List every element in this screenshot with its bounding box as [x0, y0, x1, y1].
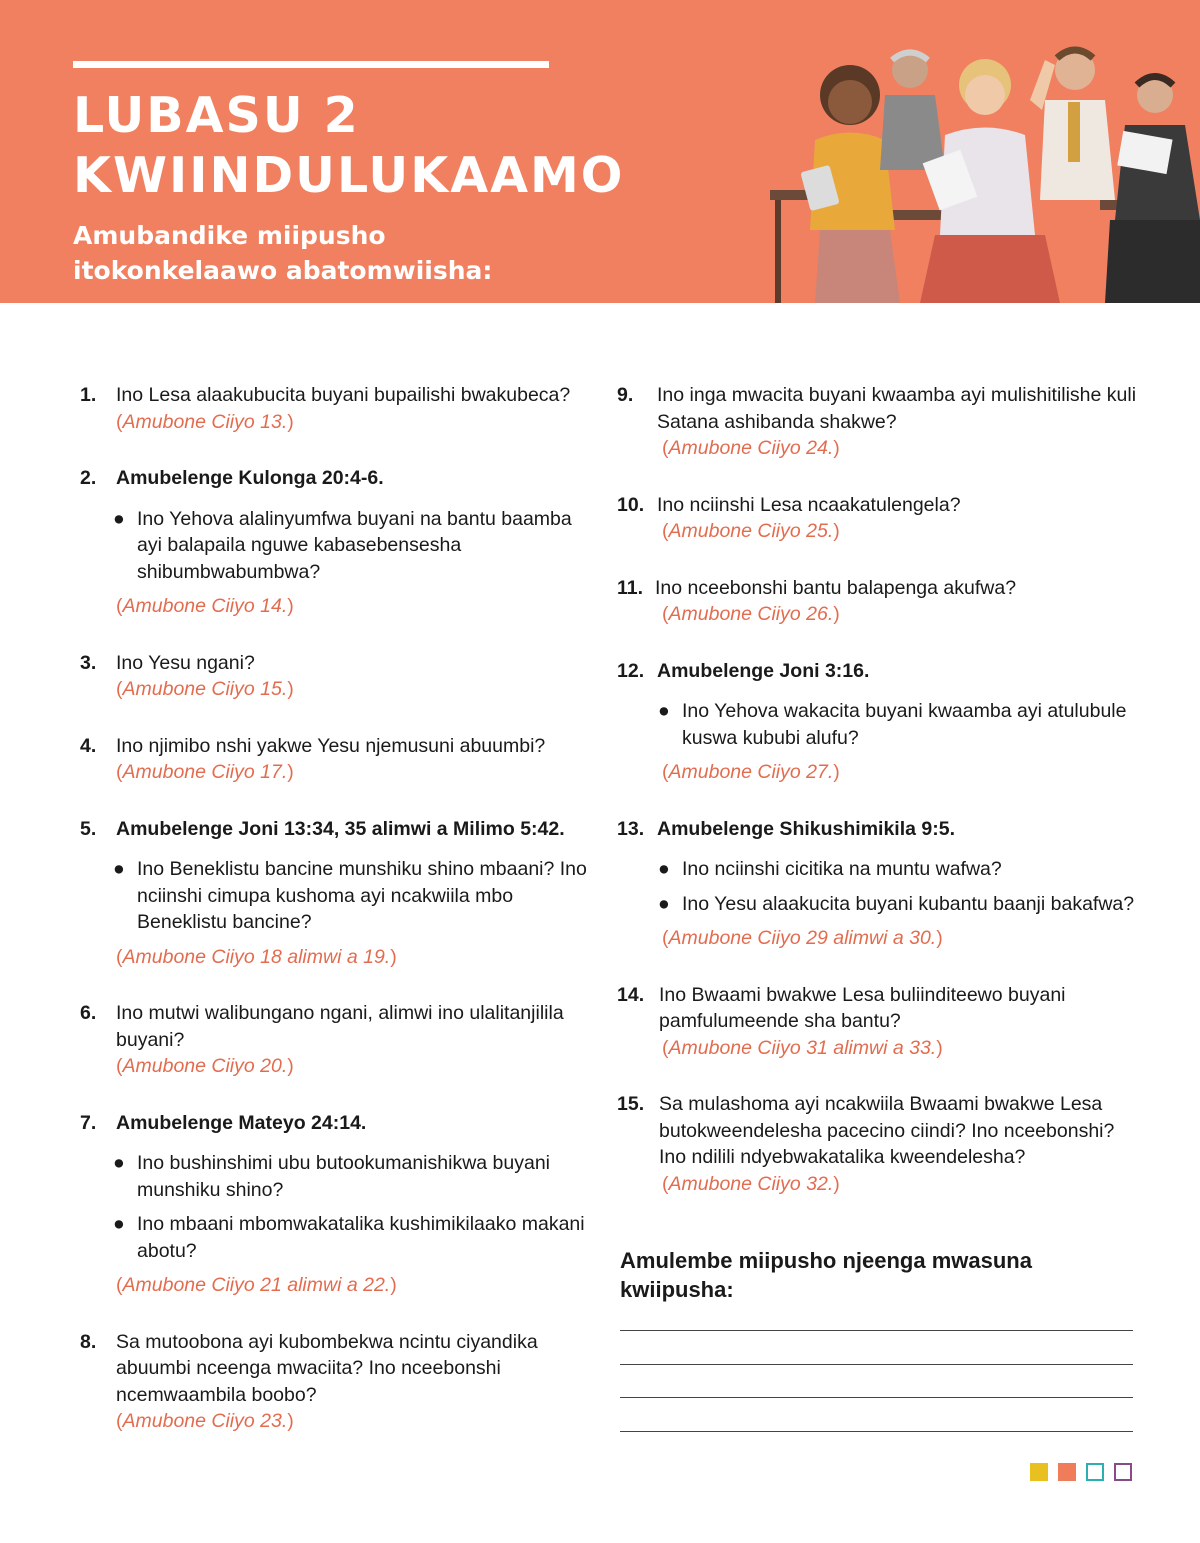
question-reference: (Amubone Ciiyo 24.): [662, 437, 840, 459]
question-11: [617, 575, 1137, 628]
question-bullet: [113, 856, 590, 936]
bullet-dot: ●: [113, 1152, 125, 1174]
question-text: Ino inga mwacita buyani kwaamba ayi mulishitilishe kuli Satana ashibanda shakwe?: [657, 384, 1137, 433]
question-reference: (Amubone Ciiyo 26.): [662, 603, 840, 625]
question-9: [617, 382, 1137, 462]
question-4: [80, 733, 590, 786]
reference-text: Amubone Ciiyo 20.: [122, 1055, 288, 1077]
question-1: [80, 382, 590, 435]
question-2: [80, 465, 590, 620]
question-bullet: [658, 856, 1137, 883]
question-text: Ino Lesa alaakubucita buyani bupailishi bwakubeca?: [116, 384, 571, 406]
question-number: 10.: [617, 493, 645, 516]
bullet-text: Ino Yehova wakacita buyani kwaamba ayi atulubule kuswa kububi alufu?: [682, 700, 1127, 749]
question-15: [617, 1091, 1137, 1197]
question-5: [80, 816, 590, 971]
bullet-text: Ino Beneklistu bancine munshiku shino mbaani? Ino nciinshi cimupa kushoma ayi ncakwiila mbo Beneklistu bancine?: [137, 858, 587, 933]
footer-square-purple-outline: [1114, 1463, 1132, 1481]
question-reference: (Amubone Ciiyo 29 alimwi a 30.): [662, 927, 943, 949]
bullet-text: Ino Yesu alaakucita buyani kubantu baanji bakafwa?: [682, 892, 1135, 915]
question-number: 7.: [80, 1111, 97, 1134]
bullet-text: Ino Yehova alalinyumfwa buyani na bantu baamba ayi balapaila nguwe kabasebensesha shibumbwabumbwa?: [137, 507, 572, 583]
writing-line-3[interactable]: [620, 1397, 1133, 1398]
bullet-text: Ino bushinshimi ubu butookumanishikwa buyani munshiku shino?: [137, 1152, 551, 1201]
bullet-dot: ●: [113, 858, 125, 880]
question-number: 12.: [617, 659, 645, 682]
reference-text: Amubone Ciiyo 26.: [668, 603, 834, 625]
question-reference: (Amubone Ciiyo 14.): [116, 595, 294, 617]
question-text: Sa mulashoma ayi ncakwiila Bwaami bwakwe Lesa butokweendelesha pacecino ciindi? Ino nceebonshi? Ino ndilili ndyebwakatalika kweendelesha?: [659, 1093, 1115, 1168]
reference-text: Amubone Ciiyo 15.: [122, 678, 288, 700]
question-text: Amubelenge Mateyo 24:14.: [116, 1111, 367, 1134]
reference-text: Amubone Ciiyo 18 alimwi a 19.: [122, 945, 391, 968]
question-reference: (Amubone Ciiyo 17.): [116, 761, 294, 783]
bullet-dot: ●: [658, 858, 670, 880]
header-band: [0, 0, 1200, 303]
own-questions-heading: Amulembe miipusho njeenga mwasuna kwiipusha:: [620, 1248, 1032, 1302]
reference-text: Amubone Ciiyo 29 alimwi a 30.: [668, 927, 937, 949]
reference-text: Amubone Ciiyo 27.: [668, 761, 834, 783]
question-bullet: [113, 1150, 590, 1203]
question-number: 2.: [80, 467, 97, 489]
bullet-dot: ●: [658, 892, 670, 915]
question-7: [80, 1110, 590, 1299]
question-6: [80, 1000, 590, 1080]
question-8: [80, 1329, 590, 1435]
question-text: Amubelenge Joni 13:34, 35 alimwi a Milimo 5:42.: [116, 817, 565, 840]
question-reference: (Amubone Ciiyo 15.): [116, 678, 294, 700]
reference-text: Amubone Ciiyo 25.: [668, 520, 834, 542]
bullet-dot: ●: [658, 700, 670, 722]
reference-text: Amubone Ciiyo 32.: [668, 1172, 834, 1195]
questions-right-column: [617, 382, 1137, 1197]
question-bullet: [113, 1211, 590, 1264]
question-number: 14.: [617, 983, 645, 1006]
title-line-1: LUBASU 2: [73, 87, 360, 144]
question-reference: (Amubone Ciiyo 25.): [662, 520, 840, 542]
footer-square-teal-outline: [1086, 1463, 1104, 1481]
question-text: Ino Yesu ngani?: [116, 651, 255, 674]
writing-line-1[interactable]: [620, 1330, 1133, 1331]
question-10: [617, 492, 1137, 545]
question-reference: (Amubone Ciiyo 27.): [662, 761, 840, 783]
footer-square-yellow: [1030, 1463, 1048, 1481]
question-text: Ino nceebonshi bantu balapenga akufwa?: [655, 576, 1017, 599]
question-14: [617, 982, 1137, 1062]
question-3: [80, 650, 590, 703]
question-reference: (Amubone Ciiyo 32.): [662, 1172, 840, 1195]
question-number: 15.: [617, 1093, 645, 1115]
question-reference: (Amubone Ciiyo 18 alimwi a 19.): [116, 945, 397, 968]
question-number: 13.: [617, 817, 645, 840]
question-number: 5.: [80, 817, 97, 840]
question-number: 11.: [617, 576, 644, 599]
reference-text: Amubone Ciiyo 23.: [122, 1410, 288, 1432]
reference-text: Amubone Ciiyo 13.: [122, 410, 288, 433]
page-title: [73, 86, 624, 206]
question-text: Amubelenge Joni 3:16.: [657, 659, 870, 682]
question-bullet: [658, 698, 1137, 751]
question-text: Amubelenge Kulonga 20:4-6.: [116, 467, 384, 489]
question-text: Ino nciinshi Lesa ncaakatulengela?: [657, 493, 961, 516]
reference-text: Amubone Ciiyo 17.: [122, 761, 288, 783]
bullet-dot: ●: [113, 507, 125, 530]
title-line-2: KWIINDULUKAAMO: [73, 147, 625, 204]
question-number: 4.: [80, 734, 97, 757]
reference-text: Amubone Ciiyo 31 alimwi a 33.: [668, 1036, 937, 1059]
audience-illustration: [760, 40, 1200, 303]
question-reference: (Amubone Ciiyo 23.): [116, 1410, 294, 1432]
bullet-dot: ●: [113, 1213, 125, 1235]
reference-text: Amubone Ciiyo 21 alimwi a 22.: [122, 1274, 391, 1296]
question-reference: (Amubone Ciiyo 31 alimwi a 33.): [662, 1036, 943, 1059]
writing-line-2[interactable]: [620, 1364, 1133, 1365]
question-reference: (Amubone Ciiyo 21 alimwi a 22.): [116, 1274, 397, 1296]
question-reference: (Amubone Ciiyo 13.): [116, 410, 294, 433]
question-reference: (Amubone Ciiyo 20.): [116, 1055, 294, 1077]
page-subtitle: Amubandike miipusho itokonkelaawo abatomwiisha:: [73, 221, 493, 285]
footer-square-orange: [1058, 1463, 1076, 1481]
question-text: Ino njimibo nshi yakwe Yesu njemusuni abuumbi?: [116, 734, 546, 757]
reference-text: Amubone Ciiyo 14.: [122, 595, 288, 617]
bullet-text: Ino nciinshi cicitika na muntu wafwa?: [682, 858, 1002, 880]
bullet-text: Ino mbaani mbomwakatalika kushimikilaako makani abotu?: [137, 1213, 585, 1262]
question-number: 6.: [80, 1002, 97, 1024]
question-number: 1.: [80, 384, 97, 406]
question-12: [617, 658, 1137, 786]
header-rule: [73, 61, 549, 68]
writing-line-4[interactable]: [620, 1431, 1133, 1432]
question-bullet: [658, 891, 1137, 918]
question-bullet: [113, 506, 590, 586]
question-text: Ino Bwaami bwakwe Lesa buliinditeewo buyani pamfulumeende sha bantu?: [659, 983, 1066, 1032]
question-number: 3.: [80, 651, 97, 674]
question-13: [617, 816, 1137, 952]
questions-left-column: [80, 382, 590, 1435]
question-number: 9.: [617, 384, 634, 406]
question-text: Amubelenge Shikushimikila 9:5.: [657, 817, 956, 840]
question-text: Sa mutoobona ayi kubombekwa ncintu ciyandika abuumbi nceenga mwaciita? Ino nceebonshi ncemwaambila boobo?: [116, 1330, 538, 1406]
reference-text: Amubone Ciiyo 24.: [668, 437, 834, 459]
question-number: 8.: [80, 1330, 97, 1353]
question-text: Ino mutwi walibungano ngani, alimwi ino ulalitanjilila buyani?: [116, 1002, 564, 1051]
